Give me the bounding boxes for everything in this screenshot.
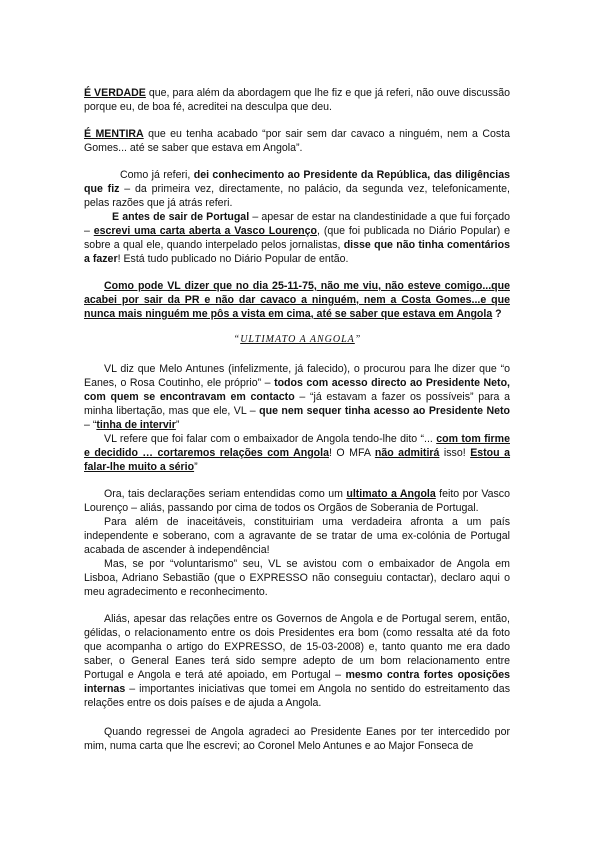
section-heading <box>0 333 595 347</box>
bold-underline-text: com tom firme e decidido … cortaremos relações com Angola <box>84 433 510 459</box>
paragraph-text: ” <box>194 461 198 473</box>
paragraph-presidente <box>84 168 510 210</box>
bold-underline-text: ultimato a Angola <box>346 488 436 500</box>
paragraph-text: isso! <box>439 447 471 459</box>
paragraph-regresso <box>84 725 510 753</box>
bold-text: dei conhecimento ao Presidente da República, das diligências que fiz <box>84 169 510 195</box>
lead-mentira: É MENTIRA <box>84 128 144 140</box>
bold-text: mesmo contra fortes oposições internas <box>84 669 510 695</box>
bold-text: que nem sequer tinha acesso ao Presidente Neto <box>259 405 510 417</box>
paragraph-text: , (que foi publicada no Diário Popular) e sobre a qual ele, quando interpelado pelos jornalistas, <box>84 225 511 251</box>
bold-underline-text: Estou a falar-lhe muito a sério <box>84 447 511 473</box>
lead-verdade: É VERDADE <box>84 87 146 99</box>
bold-underline-text: Como pode VL dizer que no dia 25-11-75, não me viu, não esteve comigo...que acabei por sair da PR e não dar cavaco a ninguém, nem a Costa Gomes...e que nunca mais ninguém me pôs a vista em cima, até se saber que estava em Angola <box>84 280 510 320</box>
paragraph-text: VL diz que Melo Antunes (infelizmente, já falecido), o procurou para lhe dizer que “o Eanes, o Rosa Coutinho, ele próprio” – <box>84 363 510 389</box>
heading-quote-close: ” <box>354 334 362 345</box>
bold-text: ? <box>492 308 502 320</box>
paragraph-text: Como já referi, <box>120 169 194 181</box>
paragraph-pergunta <box>84 279 510 321</box>
paragraph-text: Ora, tais declarações seriam entendidas como um <box>104 488 347 500</box>
paragraph-verdade <box>84 86 510 114</box>
bold-text: disse que não tinha comentários a fazer <box>84 239 510 265</box>
heading-title: ULTIMATO A ANGOLA <box>240 334 355 345</box>
bold-underline-text: não admitirá <box>374 447 440 459</box>
paragraph-text: que eu tenha acabado “por sair sem dar cavaco a ninguém, nem a Costa Gomes... até se saber que estava em Angola”. <box>84 128 510 154</box>
paragraph-ultimato <box>84 487 510 515</box>
bold-text: todos com acesso directo ao Presidente Neto, com quem se encontravam em contacto <box>84 377 510 403</box>
paragraph-text: – “ <box>84 419 97 431</box>
paragraph-text: – da primeira vez, directamente, no palácio, da segunda vez, telefonicamente, pelas razões que já atrás referi. <box>84 183 510 209</box>
paragraph-text: ! O MFA <box>329 447 375 459</box>
paragraph-mentira <box>84 127 510 155</box>
paragraph-melo-antunes <box>84 362 510 432</box>
heading-quote-open: “ <box>233 334 241 345</box>
paragraph-text: VL refere que foi falar com o embaixador de Angola tendo-lhe dito “... <box>104 433 437 445</box>
paragraph-text: feito por Vasco Lourenço – aliás, passando por cima de todos os Orgãos de Soberania de Portugal. <box>84 488 510 514</box>
paragraph-text: Mas, se por “voluntarismo” seu, VL se avistou com o embaixador de Angola em Lisboa, Adriano Sebastião (que o EXPRESSO não conseguiu contactar), declaro aqui o meu agradecimento e reconhecimento. <box>84 558 510 598</box>
paragraph-text: – “já estavam a fazer os possíveis” para a minha libertação, mas que ele, VL – <box>84 391 510 417</box>
paragraph-relacoes <box>84 612 510 710</box>
paragraph-text: Para além de inaceitáveis, constituiriam uma verdadeira afronta a um país independente e soberano, com a agravante de se tratar de uma ex-colónia de Portugal acabada de ascender à independência! <box>84 516 510 556</box>
paragraph-text: que, para além da abordagem que lhe fiz e que já referi, não ouve discussão porque eu, de boa fé, acreditei na desculpa que deu. <box>84 87 511 113</box>
paragraph-inaceitaveis <box>84 515 510 557</box>
paragraph-voluntarismo <box>84 557 510 599</box>
paragraph-text: ” <box>175 419 180 431</box>
paragraph-text: ! Está tudo publicado no Diário Popular de então. <box>117 253 349 265</box>
bold-underline-text: escrevi uma carta aberta a Vasco Lourenço <box>93 225 318 237</box>
bold-underline-text: tinha de intervir <box>96 419 176 431</box>
paragraph-text: Aliás, apesar das relações entre os Governos de Angola e de Portugal serem, então, gélidas, o relacionamento entre os dois Presidentes era bom (como ressalta até da foto que acompanha o artigo do EXPRESSO, de 15-03-2008) e, tanto quanto me era dado saber, o General Eanes terá sido sempre adepto de um bom relacionamento entre Portugal e Angola e terá até apoiado, em Portugal – <box>84 613 510 681</box>
paragraph-text: – apesar de estar na clandestinidade a que fui forçado – <box>84 211 510 237</box>
paragraph-text: Quando regressei de Angola agradeci ao Presidente Eanes por ter intercedido por mim, numa carta que lhe escrevi; ao Coronel Melo Antunes e ao Major Fonseca de <box>84 726 510 752</box>
paragraph-carta <box>84 210 510 266</box>
paragraph-text: – importantes iniciativas que tomei em Angola no sentido do estreitamento das relações entre os dois países e de ajuda a Angola. <box>84 683 510 709</box>
paragraph-embaixador <box>84 432 510 474</box>
bold-text: E antes de sair de Portugal <box>112 211 250 223</box>
